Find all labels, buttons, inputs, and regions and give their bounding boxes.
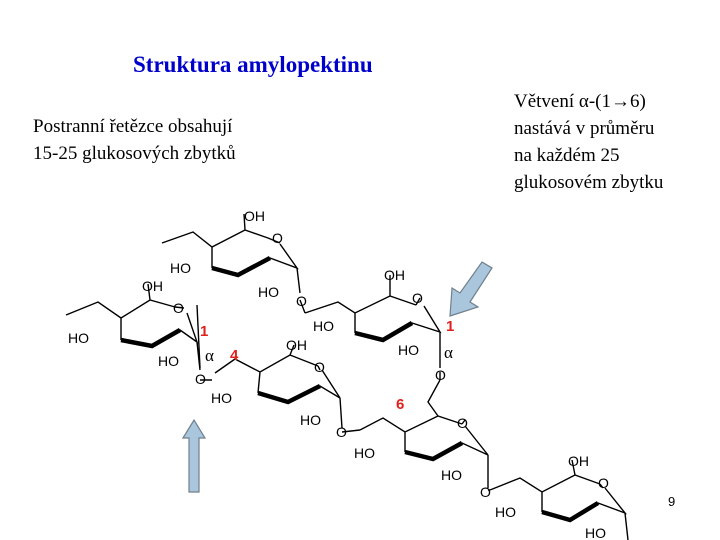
glucose-ring-left bbox=[66, 284, 200, 370]
atom-o: O bbox=[173, 300, 184, 316]
linkage-number-1: 1 bbox=[200, 323, 209, 340]
atom-o: O bbox=[195, 371, 206, 387]
linkage-number-6: 6 bbox=[396, 396, 405, 413]
branching-note-line-4: glukosovém zbytku bbox=[514, 172, 664, 193]
atom-o: O bbox=[480, 484, 491, 500]
alpha-symbol: α bbox=[205, 346, 214, 365]
branching-note-line-1: Větvení α-(1→6) bbox=[514, 91, 646, 112]
atom-ho: HO bbox=[441, 467, 462, 483]
atom-o: O bbox=[314, 359, 325, 375]
linkage-number-4: 4 bbox=[230, 347, 239, 364]
alpha-symbol: α bbox=[444, 343, 453, 362]
atom-oh: OH bbox=[244, 208, 265, 224]
atom-ho: HO bbox=[170, 260, 191, 276]
atom-o: O bbox=[435, 367, 446, 383]
atom-o: O bbox=[296, 293, 307, 309]
branching-note-line-2: nastává v průměru bbox=[514, 118, 655, 139]
atom-o: O bbox=[412, 290, 423, 306]
atom-ho: HO bbox=[313, 318, 334, 334]
arrow-down-left-icon bbox=[450, 262, 492, 316]
slide-title: Struktura amylopektinu bbox=[133, 52, 373, 77]
linkage-number-1: 1 bbox=[446, 318, 455, 335]
atom-o: O bbox=[598, 475, 609, 491]
atom-ho: HO bbox=[158, 353, 179, 369]
side-chain-note-line-2: 15-25 glukosových zbytků bbox=[33, 143, 236, 164]
side-chain-note-line-1: Postranní řetězce obsahují bbox=[33, 116, 233, 137]
atom-labels bbox=[68, 208, 609, 540]
atom-ho: HO bbox=[68, 330, 89, 346]
page-number: 9 bbox=[668, 494, 676, 509]
glucose-ring-bottom bbox=[490, 460, 628, 540]
branch-point-arrow bbox=[450, 262, 492, 316]
atom-oh: OH bbox=[142, 278, 163, 294]
atom-ho: HO bbox=[211, 390, 232, 406]
atom-ho: HO bbox=[354, 445, 375, 461]
atom-ho: HO bbox=[585, 525, 606, 540]
atom-o: O bbox=[336, 424, 347, 440]
atom-oh: OH bbox=[568, 453, 589, 469]
atom-ho: HO bbox=[495, 504, 516, 520]
atom-ho: HO bbox=[300, 412, 321, 428]
atom-o: O bbox=[272, 230, 283, 246]
atom-ho: HO bbox=[258, 284, 279, 300]
glucose-ring-lower bbox=[360, 380, 488, 488]
atom-ho: HO bbox=[398, 342, 419, 358]
chain-direction-arrow bbox=[183, 420, 205, 492]
branching-note-line-3: na každém 25 bbox=[514, 145, 620, 166]
glucose-ring-top bbox=[162, 214, 300, 293]
atom-oh: OH bbox=[286, 337, 307, 353]
arrow-up-icon bbox=[183, 420, 205, 492]
atom-oh: OH bbox=[384, 267, 405, 283]
atom-o: O bbox=[457, 415, 468, 431]
